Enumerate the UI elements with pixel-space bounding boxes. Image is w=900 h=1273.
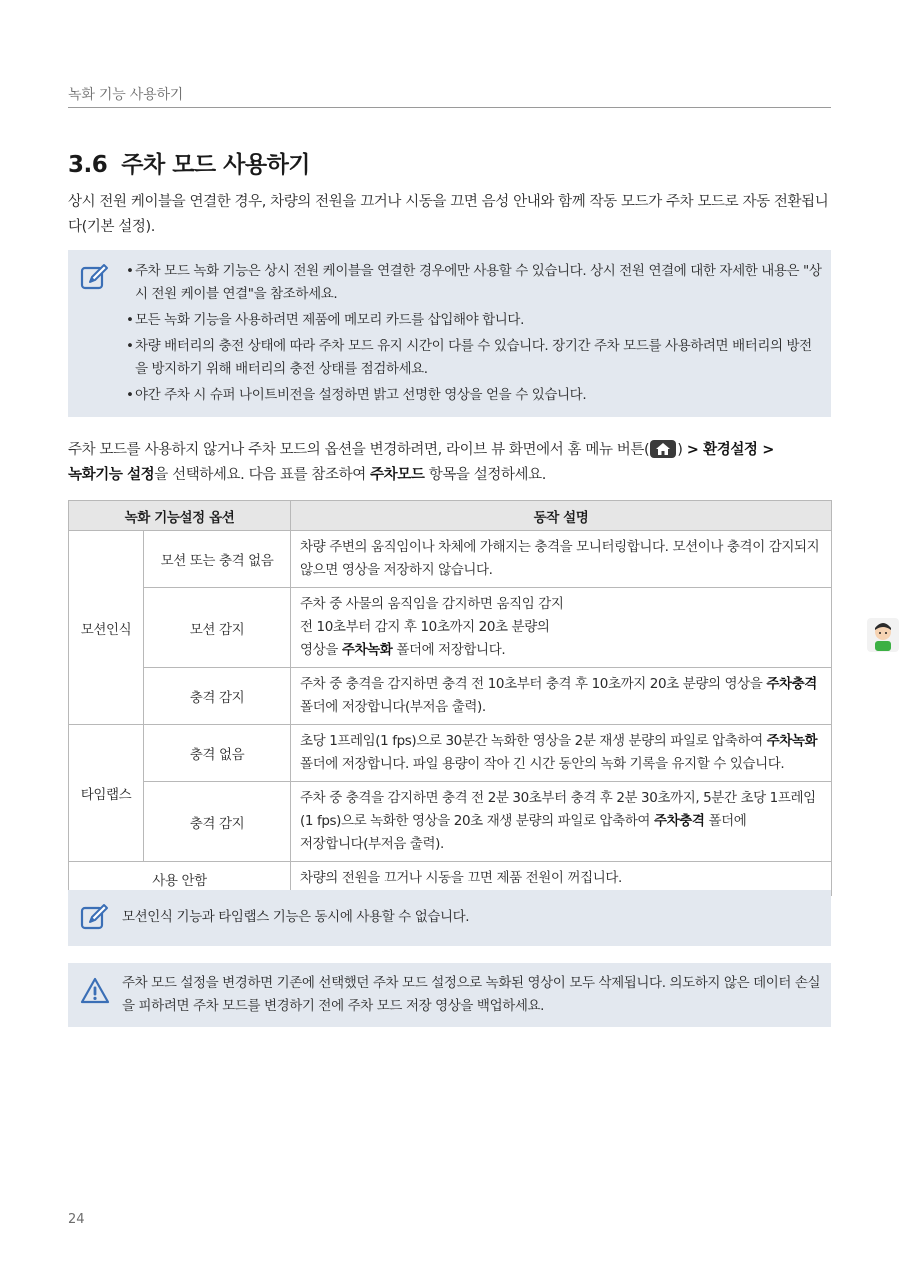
description-cell: 주차 중 충격을 감지하면 충격 전 2분 30초부터 충격 후 2분 30초까지, 5분간 초당 1프레임 (1 fps)으로 녹화한 영상을 20초 재생 분량의 파일로 압축하여 주차충격 폴더에 저장합니다(부저음 출력). [291, 782, 832, 862]
section-number: 3.6 [68, 152, 108, 178]
note-box [68, 250, 831, 417]
group-cell-timelapse: 타임랩스 [69, 725, 144, 862]
note-item: •야간 주차 시 슈퍼 나이트비전을 설정하면 밝고 선명한 영상을 얻을 수 있습니다. [126, 387, 587, 403]
description-cell: 초당 1프레임(1 fps)으로 30분간 녹화한 영상을 2분 재생 분량의 파일로 압축하여 주차녹화 폴더에 저장합니다. 파일 용량이 작아 긴 시간 동안의 녹화 기록을 유지할 수 있습니다. [291, 725, 832, 782]
note-pencil-icon [80, 902, 110, 932]
table-row [69, 725, 832, 782]
description-cell: 주차 중 사물의 움직임을 감지하면 움직임 감지 전 10초부터 감지 후 10초까지 20초 분량의 영상을 주차녹화 폴더에 저장합니다. [291, 588, 832, 668]
group-cell-motion: 모션인식 [69, 531, 144, 725]
table-row [69, 531, 832, 588]
note-item: •모든 녹화 기능을 사용하려면 제품에 메모리 카드를 삽입해야 합니다. [126, 312, 524, 328]
table-row [69, 782, 832, 862]
header-divider [68, 107, 831, 108]
option-cell: 충격 없음 [144, 725, 291, 782]
caution-text: 주차 모드 설정을 변경하면 기존에 선택했던 주차 모드 설정으로 녹화된 영상이 모두 삭제됩니다. 의도하지 않은 데이터 손실을 피하려면 주차 모드를 변경하기 전에 주차 모드 저장 영상을 백업하세요. [122, 975, 821, 1014]
column-header-description: 동작 설명 [291, 501, 832, 531]
instruction-paragraph: 주차 모드를 사용하지 않거나 주차 모드의 옵션을 변경하려면, 라이브 뷰 화면에서 홈 메뉴 버튼( ) > 환경설정 > 녹화기능 설정을 선택하세요. 다음 표를 참조하여 주차모드 항목을 설정하세요. [68, 442, 774, 483]
option-cell: 모션 또는 충격 없음 [144, 531, 291, 588]
table-row [69, 668, 832, 725]
note-item: •주차 모드 녹화 기능은 상시 전원 케이블을 연결한 경우에만 사용할 수 있습니다. 상시 전원 연결에 대한 자세한 내용은 "상시 전원 케이블 연결"을 참조하세요. [126, 263, 822, 302]
note-list [122, 260, 822, 410]
menu-item-parking-mode: 주차모드 [370, 467, 425, 483]
option-cell: 충격 감지 [144, 782, 291, 862]
parking-mode-options-table [68, 500, 832, 896]
note-item: •차량 배터리의 충전 상태에 따라 주차 모드 유지 시간이 다를 수 있습니다. 장기간 주차 모드를 사용하려면 배터리의 방전을 방지하기 위해 배터리의 충전 상태를 점검하세요. [126, 338, 812, 377]
note-text: 모션인식 기능과 타임랩스 기능은 동시에 사용할 수 없습니다. [122, 909, 470, 925]
page-number: 24 [68, 1212, 85, 1227]
menu-path-record-settings: 녹화기능 설정 [68, 467, 155, 483]
note-pencil-icon [80, 262, 110, 292]
table-row [69, 588, 832, 668]
section-title: 주차 모드 사용하기 [121, 152, 311, 178]
option-cell: 충격 감지 [144, 668, 291, 725]
intro-paragraph: 상시 전원 케이블을 연결한 경우, 차량의 전원을 끄거나 시동을 끄면 음성 안내와 함께 작동 모드가 주차 모드로 자동 전환됩니다(기본 설정). [68, 194, 829, 235]
caution-box [68, 963, 831, 1027]
note-box [68, 890, 831, 946]
warning-triangle-icon [80, 976, 110, 1006]
section-heading [68, 146, 310, 179]
description-cell: 차량 주변의 움직임이나 차체에 가해지는 충격을 모니터링합니다. 모션이나 충격이 감지되지 않으면 영상을 저장하지 않습니다. [291, 531, 832, 588]
option-cell: 모션 감지 [144, 588, 291, 668]
running-header: 녹화 기능 사용하기 [68, 87, 184, 103]
column-header-option: 녹화 기능설정 옵션 [69, 501, 291, 531]
description-cell: 차량의 전원을 끄거나 시동을 끄면 제품 전원이 꺼집니다. [291, 862, 832, 896]
home-menu-button-icon [650, 440, 676, 458]
table-header-row [69, 501, 832, 531]
menu-path-settings: > 환경설정 > [686, 442, 774, 458]
description-cell: 주차 중 충격을 감지하면 충격 전 10초부터 충격 후 10초까지 20초 분량의 영상을 주차충격 폴더에 저장합니다(부저음 출력). [291, 668, 832, 725]
option-cell-off: 사용 안함 [69, 862, 291, 896]
assistant-avatar-icon[interactable] [867, 618, 899, 652]
